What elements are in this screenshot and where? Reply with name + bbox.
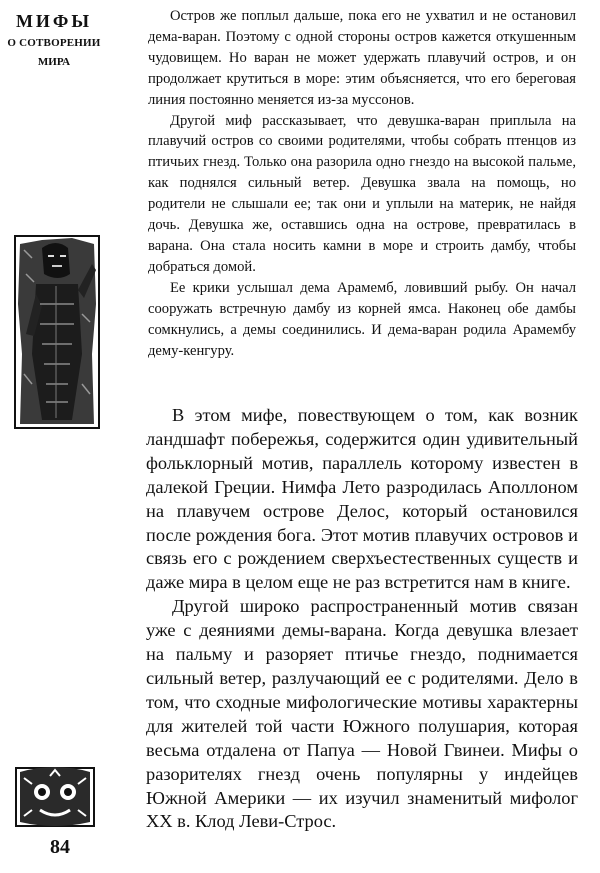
myth-excerpt [148,6,576,361]
excerpt-paragraph: Другой миф рассказывает, что девушка-варан приплыла на плавучий остров со своими родителями, чтобы собрать птенцов из птичьих гнезд. Только она разорила одно гнездо на высокой пальме, как поднялся сильный ветер. Девушка звала на помощь, но родители не слышали ее; так они и уплыли на материк, не найдя дочь. Девушка же, оставшись одна на острове, превратилась в варана. Она стала носить камни в море и строить дамбу, чтобы добраться домой. [148,112,576,275]
page-number: 84 [50,836,70,858]
section-title-line-1: МИФЫ [15,11,93,31]
body-paragraph: В этом мифе, повествующем о том, как возник ландшафт побережья, содержится один удивительный фольклорный мотив, параллель которому известен в далекой Греции. Нимфа Лето разродилась Аполлоном на плавучем острове Делос, который остановился после рождения бога. Этот мотив плавучих островов и связь его с рождением сверхъестественных существ и даже мира в целом еще не раз встретится нам в книге. [146,405,578,593]
ornament-mask-icon [14,766,96,828]
section-title-line-2: О СОТВОРЕНИИ [7,36,101,49]
carved-wooden-figure-icon [12,234,102,430]
section-title [4,10,104,70]
section-title-line-3: МИРА [37,56,71,69]
body-paragraph: Другой широко распространенный мотив связан уже с деяниями демы-варана. Когда девушка влезает на пальму и разоряет птичье гнездо, поднимается сильный ветер, разлучающий ее с родителями. Дело в том, что сходные мифологические мотивы характерны для жителей той части Южного полушария, которая весьма отдалена от Папуа — Новой Гвинеи. Мифы о разорителях гнезд очень популярны у индейцев Южной Америки — их изучил знаменитый мифолог XX в. Клод Леви-Строс. [146,596,578,832]
excerpt-paragraph: Ее крики услышал дема Арамемб, ловивший рыбу. Он начал сооружать встречную дамбу из корней ямса. Наконец обе дамбы сомкнулись, а демы соединились. И дема-варан родила Арамембу дему-кенгуру. [148,279,576,359]
commentary-text [146,404,578,834]
excerpt-paragraph: Остров же поплыл дальше, пока его не ухватил и не остановил дема-варан. Поэтому с одной стороны остров кажется откушенным чудовищем. Но варан не может удержать плавучий остров, и он продолжает крутиться в море: этим объясняется, что его береговая линия постоянно меняется из-за муссонов. [148,8,576,108]
